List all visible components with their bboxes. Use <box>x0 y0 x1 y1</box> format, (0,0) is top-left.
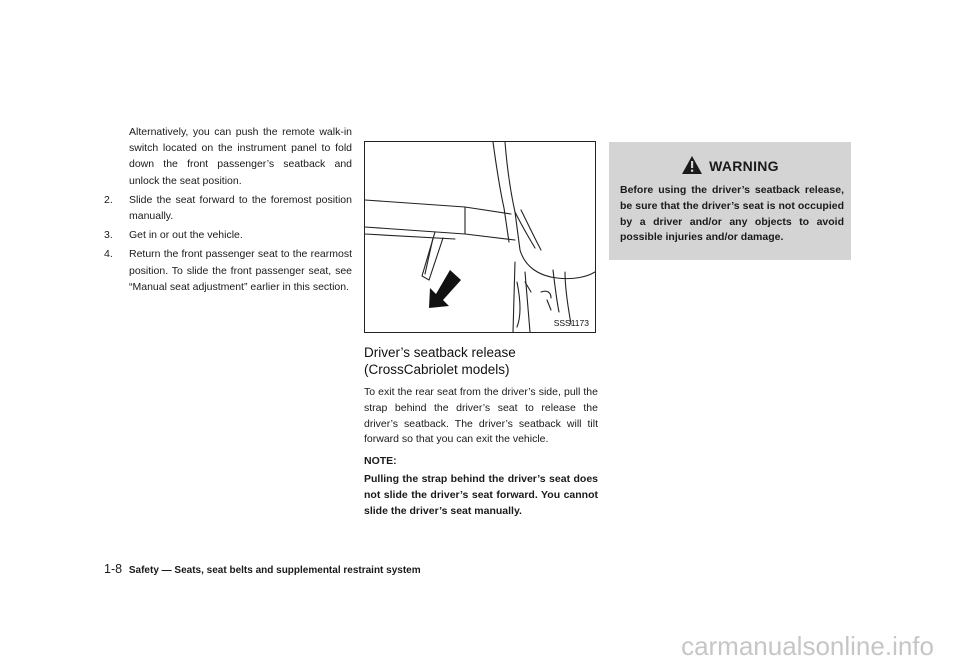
seatback-illustration <box>364 141 596 333</box>
warning-box <box>609 142 851 260</box>
note-text: Pulling the strap behind the driver’s seat does not slide the driver’s seat forward. You cannot slide the driver’s seat manually. <box>364 473 598 518</box>
page-footer <box>104 562 421 578</box>
watermark: carmanualsonline.info <box>681 631 934 661</box>
page-number: 1-8 <box>104 562 123 576</box>
step-number: 3. <box>104 229 113 242</box>
warning-triangle-icon <box>681 155 703 175</box>
warning-title: WARNING <box>709 158 779 174</box>
note-label: NOTE: <box>364 455 397 468</box>
section-heading: Driver’s seatback release (CrossCabriolet models) <box>364 345 516 377</box>
step-text: Slide the seat forward to the foremost position manually. <box>129 193 352 223</box>
step-item <box>104 192 352 224</box>
lead-paragraph: Alternatively, you can push the remote walk-in switch located on the instrument panel to fold down the front passenger’s seatback and unlock the seat position. <box>129 126 352 187</box>
step-number: 4. <box>104 248 113 261</box>
arrow-down-left-icon <box>429 270 461 308</box>
seat-line-drawing <box>365 142 595 332</box>
step-item <box>104 227 352 243</box>
warning-text: Before using the driver’s seatback release, be sure that the driver’s seat is not occupied by a driver and/or any objects to avoid possible injuries and/or damage. <box>620 184 844 244</box>
column-1 <box>104 124 352 298</box>
figure-code: SSS1173 <box>553 318 589 328</box>
step-text: Return the front passenger seat to the rearmost position. To slide the front passenger seat, see “Manual seat adjustment” earlier in this section. <box>129 248 352 293</box>
section-body: To exit the rear seat from the driver’s side, pull the strap behind the driver’s seat to release the driver’s seatback. The driver’s seatback will tilt forward so that you can exit the vehicle. <box>364 386 598 446</box>
warning-header <box>609 155 851 175</box>
step-text: Get in or out the vehicle. <box>129 229 243 242</box>
chapter-title: Safety — Seats, seat belts and supplemental restraint system <box>128 565 421 576</box>
step-list <box>104 192 352 295</box>
step-item <box>104 246 352 295</box>
step-number: 2. <box>104 193 113 206</box>
column-2 <box>364 344 598 519</box>
